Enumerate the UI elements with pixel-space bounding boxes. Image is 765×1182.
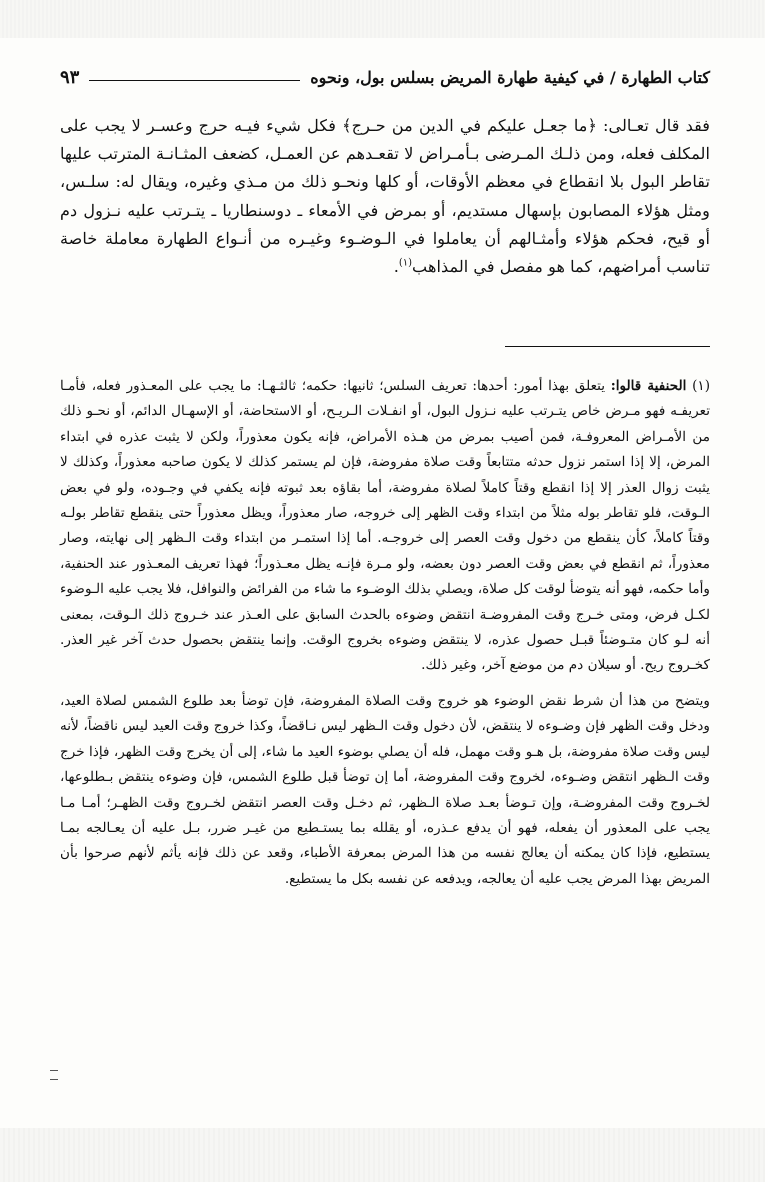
footnote-text-2: ويتضح من هذا أن شرط نقض الوضوء هو خروج وقت الصلاة المفروضة، فإن توضأ بعد طلوع الشمس لصلاة العيد، ودخل وقت الظهر فإن وضـوءه لا ينتقض، لأن دخول وقت الـظهر ليس نـاقضاً، وكذا خروج وقت العيد ليس ناقضاً، لأنه ليس وقت صلاة مفروضة، بل هـو وقت مهمل، فله أن يصلي بوضوء العيد ما شاء، إلى أن يخرج وقت الظهر، فإذا خرج وقت الـظهر انتقض وضـوءه، لخروج وقت المفروضة، أما إن توضأ قبل طلوع الشمس، فإن وضوءه ينتقض بـطلوعها، لخـروج وقت المفروضـة، وإن تـوضأ بعـد صلاة الـظهر، ثم دخـل وقت العصر انتقض لخـروج وقت الظهـر؛ أمـا مـا يجب على المعذور أن يفعله، فهو أن يدفع عـذره، أو يقلله بما يستـطيع من غيـر ضرر، بـل عليه أن يعـالجه بمـا يستطيع، فإذا كان يمكنه أن يعالج نفسه من هذا المرض بمعرفة الأطباء، وقعد عن ذلك فإنه يأثم لأنهم صرحوا بأن المريض بهذا المرض يجب عليه أن يعالجه، ويدفعه عن نفسه بكل ما يستطيع. [60,692,710,887]
footnote-number: (١) [692,378,710,394]
footnote-heading: الحنفية قالوا: [610,378,687,394]
footnote-paragraph-1 [60,374,710,679]
scan-edge-bottom [0,1128,765,1182]
scan-edge-top [0,0,765,38]
margin-mark [50,1070,58,1080]
footnote-divider [505,346,710,347]
chapter-title: كتاب الطهارة / في كيفية طهارة المريض بسلس بول، ونحوه [310,67,710,87]
footnote-reference: (١) [398,257,413,269]
main-end: . [393,257,399,277]
footnote-paragraph-2 [60,689,710,892]
running-header [60,60,710,94]
page-number: ٩٣ [60,66,80,88]
main-paragraph [60,112,710,281]
header-rule [89,80,300,81]
main-body: فقد قال تعـالى: ﴿ما جعـل عليكم في الدين من حـرج﴾ فكل شيء فيـه حرج وعسـر لا يجب على المكلف فعله، ومن ذلـك المـرضى بـأمـراض لا تقعـدهم عن العمـل، كضعف المثـانـة المترتب عليها تقاطر البول بلا انقطاع في معظم الأوقات، أو كلها ونحـو ذلك من مـذي وغيره، ويقال له: سلـس، ومثل هؤلاء المصابون بإسهال مستديم، أو بمرض في الأمعاء ـ دوسنطاريا ـ يتـرتب عليه نـزول دم أو قيح، فحكم هؤلاء وأمثـالهم أن يعاملوا في الـوضـوء وغيـره من أنـواع الطهارة معاملة خاصة تناسب أمراضهم، كما هو مفصل في المذاهب [60,116,710,277]
footnotes [60,374,710,892]
main-text [60,112,710,281]
footnote-text-1: يتعلق بهذا أمور: أحدها: تعريف السلس؛ ثانيها: حكمه؛ ثالثـهـا: ما يجب على المعـذور فعله، فأمـا تعريفـه فهو مـرض خاص يتـرتب عليه نـزول البول، أو انفـلات الـريـح، أو الاستحاضة، أو الإسهـال الدائم، أو نحـو ذلك من الأمـراض المعروفـة، فمن أصيب بمرض من هـذه الأمراض، فإنه يكون معذوراً، ولكن لا يثبت عذره في ابتداء المرض، إلا إذا استمر نزول حدثه متتابعاً وقت صلاة مفروضة، فإن لم يستمر كذلك لا يكون صاحبه معذوراً، وكذلك لا يثبت زوال العذر إلا إذا انقطع وقتاً كاملاً لصلاة مفروضة، أما بقاؤه بعد ثبوته فإنه يكفي في وجـوده، ولو في بعض الـوقت، فلو تقاطر بوله مثلاً من ابتداء وقت الظهر إلى خروجه، صار معذوراً، ويظل معذوراً حتى ينقطع تقاطر بولـه وقتاً كاملاً، كأن ينقطع من دخول وقت العصر إلى خروجـه. أما إذا استمـر من ابتداء وقت الـظهر إلى نهايته، وصار معذوراً، ثم انقطع في بعض وقت العصر دون بعضه، ولو مـرة فإنـه يظل معـذوراً؛ فهذا تعريف المعـذور عند الحنفية، وأما حكمه، فهو أنه يتوضأ لوقت كل صلاة، ويصلي بذلك الوضـوء ما شاء من الفرائض والنوافل، فلا يجب عليه الـوضوء لكـل فرض، ومتى خـرج وقت المفروضـة انتقض وضوءه بالحدث السابق على العـذر عند خـروج ذلك الـوقت، بمعنى أنه لـو كان متـوضئاً قبـل حصول عذره، لا ينتقض وضوءه بخروج الوقت. وإنما ينتقض بحصول حدث آخر غير العذر. كخـروج ريح. أو سيلان دم من موضع آخر، وغير ذلك. [60,378,710,674]
